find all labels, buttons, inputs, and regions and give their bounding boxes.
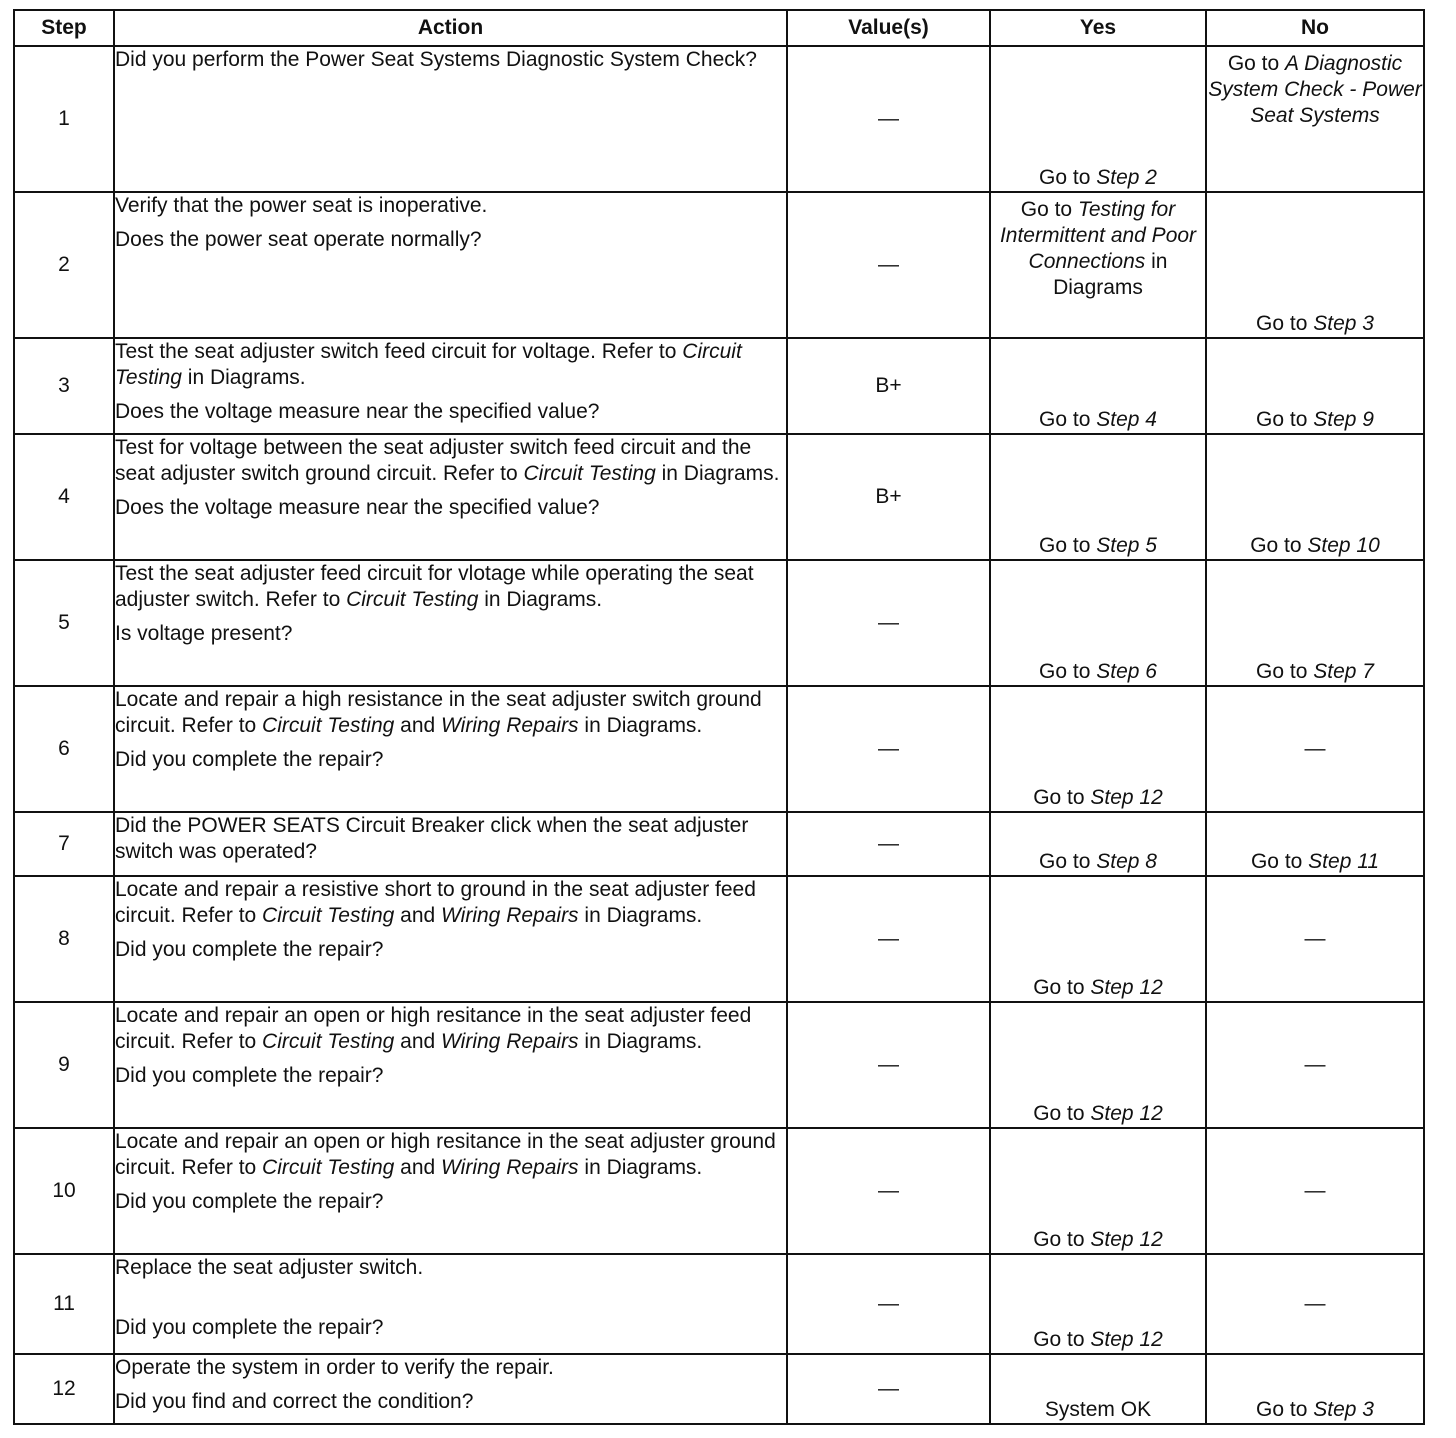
- value-cell: —: [787, 1002, 990, 1128]
- value-cell: —: [787, 812, 990, 876]
- action-question: Does the voltage measure near the specified value?: [115, 400, 600, 423]
- yes-cell: Go to Step 12: [990, 876, 1206, 1002]
- no-cell: —: [1206, 876, 1424, 1002]
- yes-cell: System OK: [990, 1354, 1206, 1424]
- yes-cell: Go to Step 12: [990, 1128, 1206, 1254]
- step-number: 12: [14, 1354, 114, 1424]
- action-question: Does the power seat operate normally?: [115, 228, 482, 251]
- value-cell: —: [787, 1354, 990, 1424]
- table-row: [14, 1254, 1424, 1354]
- value-cell: —: [787, 686, 990, 812]
- action-cell: [114, 876, 787, 1002]
- action-cell: [114, 46, 787, 192]
- header-values: Value(s): [787, 10, 990, 46]
- action-question: Does the voltage measure near the specified value?: [115, 496, 600, 519]
- action-text: Did you perform the Power Seat Systems Diagnostic System Check?: [115, 48, 757, 71]
- table-row: [14, 1354, 1424, 1424]
- value-cell: —: [787, 876, 990, 1002]
- table-row: [14, 434, 1424, 560]
- yes-cell: Go to Step 12: [990, 1254, 1206, 1354]
- action-text: Operate the system in order to verify the repair.: [115, 1356, 554, 1379]
- action-cell: [114, 1002, 787, 1128]
- value-cell: —: [787, 46, 990, 192]
- action-question: Did you complete the repair?: [115, 1316, 384, 1339]
- yes-cell: Go to Step 5: [990, 434, 1206, 560]
- no-cell: Go to A Diagnostic System Check - Power Seat Systems: [1206, 46, 1424, 192]
- value-cell: —: [787, 560, 990, 686]
- action-text: Test for voltage between the seat adjuster switch feed circuit and the seat adjuster switch ground circuit. Refer to Circuit Testing in Diagrams.: [115, 436, 780, 485]
- action-text: Locate and repair an open or high resitance in the seat adjuster ground circuit. Refer to Circuit Testing and Wiring Repairs in Diagrams.: [115, 1130, 776, 1179]
- step-number: 9: [14, 1002, 114, 1128]
- step-number: 3: [14, 338, 114, 434]
- action-cell: [114, 1254, 787, 1354]
- header-step: Step: [14, 10, 114, 46]
- action-question: Did you complete the repair?: [115, 748, 384, 771]
- action-cell: [114, 560, 787, 686]
- header-yes: Yes: [990, 10, 1206, 46]
- no-cell: Go to Step 3: [1206, 192, 1424, 338]
- action-text: Locate and repair a high resistance in the seat adjuster switch ground circuit. Refer to Circuit Testing and Wiring Repairs in Diagrams.: [115, 688, 762, 737]
- action-cell: [114, 812, 787, 876]
- step-number: 10: [14, 1128, 114, 1254]
- value-cell: —: [787, 1254, 990, 1354]
- table-row: [14, 560, 1424, 686]
- action-cell: [114, 434, 787, 560]
- step-number: 8: [14, 876, 114, 1002]
- value-cell: —: [787, 192, 990, 338]
- step-number: 1: [14, 46, 114, 192]
- action-cell: [114, 686, 787, 812]
- action-text: Test the seat adjuster switch feed circuit for voltage. Refer to Circuit Testing in Diagrams.: [115, 340, 742, 389]
- no-cell: Go to Step 7: [1206, 560, 1424, 686]
- no-cell: —: [1206, 1254, 1424, 1354]
- value-cell: —: [787, 1128, 990, 1254]
- action-question: Did you complete the repair?: [115, 1064, 384, 1087]
- header-row: [14, 10, 1424, 46]
- action-text: Locate and repair an open or high resitance in the seat adjuster feed circuit. Refer to Circuit Testing and Wiring Repairs in Diagrams.: [115, 1004, 752, 1053]
- table-row: [14, 686, 1424, 812]
- yes-cell: Go to Step 8: [990, 812, 1206, 876]
- table-row: [14, 46, 1424, 192]
- table-row: [14, 876, 1424, 1002]
- step-number: 11: [14, 1254, 114, 1354]
- yes-cell: Go to Step 12: [990, 1002, 1206, 1128]
- table-row: [14, 812, 1424, 876]
- action-cell: [114, 1128, 787, 1254]
- action-question: Did you find and correct the condition?: [115, 1390, 474, 1413]
- value-cell: B+: [787, 338, 990, 434]
- no-cell: Go to Step 10: [1206, 434, 1424, 560]
- step-number: 5: [14, 560, 114, 686]
- action-text: Test the seat adjuster feed circuit for vlotage while operating the seat adjuster switch. Refer to Circuit Testing in Diagrams.: [115, 562, 754, 611]
- table-row: [14, 192, 1424, 338]
- action-text: Did the POWER SEATS Circuit Breaker click when the seat adjuster switch was operated?: [115, 814, 749, 863]
- action-text: Verify that the power seat is inoperative.: [115, 194, 488, 217]
- table-row: [14, 338, 1424, 434]
- yes-cell: Go to Testing for Intermittent and Poor Connections in Diagrams: [990, 192, 1206, 338]
- action-cell: [114, 1354, 787, 1424]
- action-text: Replace the seat adjuster switch.: [115, 1256, 424, 1279]
- table-row: [14, 1002, 1424, 1128]
- action-question: Is voltage present?: [115, 622, 293, 645]
- yes-cell: Go to Step 2: [990, 46, 1206, 192]
- table-row: [14, 1128, 1424, 1254]
- header-action: Action: [114, 10, 787, 46]
- action-question: Did you complete the repair?: [115, 1190, 384, 1213]
- no-cell: Go to Step 9: [1206, 338, 1424, 434]
- step-number: 7: [14, 812, 114, 876]
- action-text: Locate and repair a resistive short to ground in the seat adjuster feed circuit. Refer to Circuit Testing and Wiring Repairs in Diagrams.: [115, 878, 756, 927]
- step-number: 6: [14, 686, 114, 812]
- no-cell: Go to Step 11: [1206, 812, 1424, 876]
- no-cell: —: [1206, 1128, 1424, 1254]
- header-no: No: [1206, 10, 1424, 46]
- diagnostic-table: [13, 9, 1425, 1425]
- no-cell: Go to Step 3: [1206, 1354, 1424, 1424]
- value-cell: B+: [787, 434, 990, 560]
- yes-cell: Go to Step 4: [990, 338, 1206, 434]
- yes-cell: Go to Step 6: [990, 560, 1206, 686]
- no-cell: —: [1206, 1002, 1424, 1128]
- step-number: 2: [14, 192, 114, 338]
- yes-cell: Go to Step 12: [990, 686, 1206, 812]
- action-cell: [114, 192, 787, 338]
- no-cell: —: [1206, 686, 1424, 812]
- action-question: Did you complete the repair?: [115, 938, 384, 961]
- step-number: 4: [14, 434, 114, 560]
- action-cell: [114, 338, 787, 434]
